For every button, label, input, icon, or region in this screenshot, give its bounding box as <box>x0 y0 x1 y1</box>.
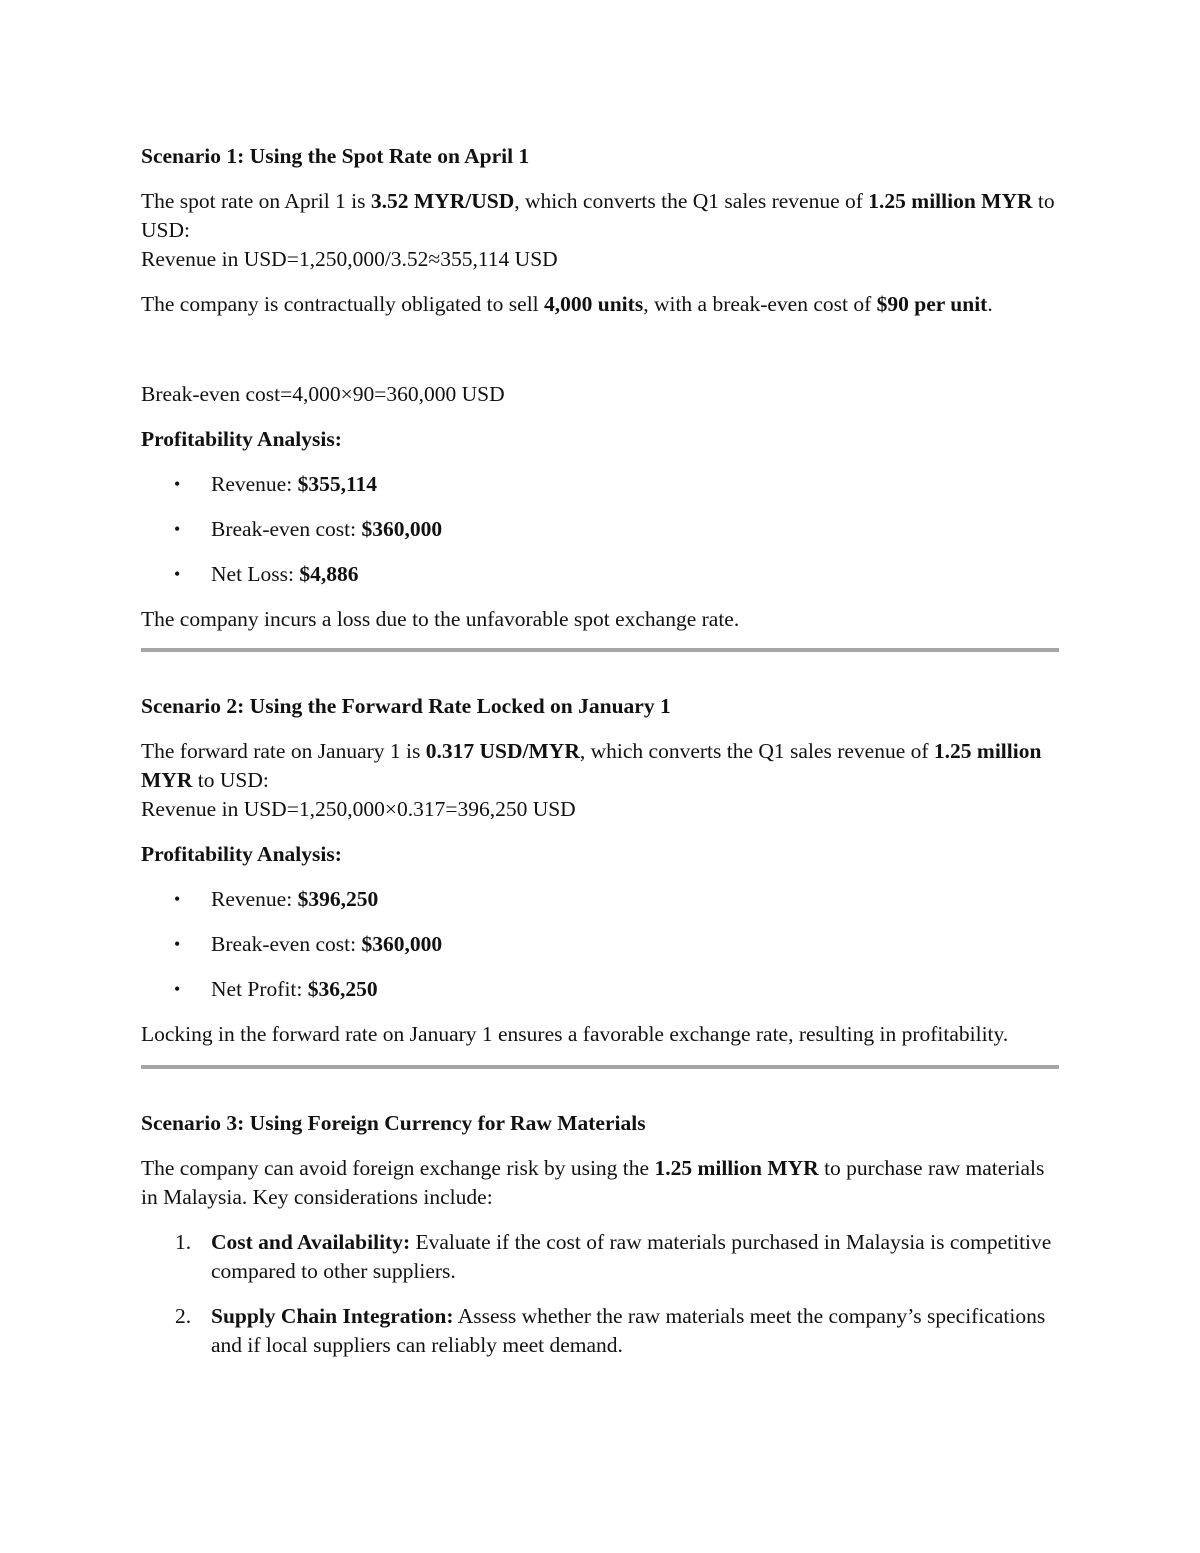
text-run: . <box>987 292 993 316</box>
scenario-2-heading: Scenario 2: Using the Forward Rate Locked on January 1 <box>141 694 671 718</box>
text-run: The company can avoid foreign exchange risk by using the <box>141 1156 655 1180</box>
units-value: 4,000 units <box>544 292 644 316</box>
text-run: , which converts the Q1 sales revenue of <box>514 189 869 213</box>
list-item <box>141 885 1061 914</box>
text-run: The company is contractually obligated to sell <box>141 292 545 316</box>
item-value: $355,114 <box>297 472 378 496</box>
item-title: Cost and Availability: <box>211 1230 411 1254</box>
scenario-3 <box>141 1109 1061 1360</box>
bullet-icon: • <box>174 564 181 584</box>
text-run: The spot rate on April 1 is <box>141 189 371 213</box>
scenario-1-intro <box>141 187 1061 274</box>
list-item <box>141 930 1061 959</box>
analysis-list <box>141 885 1061 1004</box>
bullet-icon: • <box>174 934 181 954</box>
bullet-icon: • <box>174 474 181 494</box>
spot-rate-value: 3.52 MYR/USD <box>370 189 515 213</box>
scenario-3-heading: Scenario 3: Using Foreign Currency for Raw Materials <box>141 1111 646 1135</box>
sales-revenue-value: 1.25 million MYR <box>868 189 1033 213</box>
scenario-2-conclusion: Locking in the forward rate on January 1 ensures a favorable exchange rate, resulting in profitability. <box>141 1022 1009 1046</box>
unit-cost-value: $90 per unit <box>876 292 988 316</box>
scenario-2 <box>141 692 1061 1069</box>
spacer <box>141 335 1061 380</box>
list-item <box>141 1228 1061 1286</box>
text-run: to USD: <box>141 189 1055 242</box>
list-item <box>141 560 1061 589</box>
section-divider <box>141 1065 1059 1069</box>
revenue-formula: Revenue in USD=1,250,000/3.52≈355,114 USD <box>141 247 558 271</box>
text-run: to purchase raw materials in Malaysia. Key considerations include: <box>141 1156 1045 1209</box>
analysis-list <box>141 470 1061 589</box>
sales-revenue-value: 1.25 million MYR <box>141 739 1042 792</box>
analysis-title-text: Profitability Analysis: <box>141 427 342 451</box>
item-label: Revenue: <box>211 887 298 911</box>
item-text: Evaluate if the cost of raw materials purchased in Malaysia is competitive compared to other suppliers. <box>211 1230 1052 1283</box>
list-item <box>141 1302 1061 1360</box>
scenario-2-intro <box>141 737 1061 824</box>
bullet-icon: • <box>174 519 181 539</box>
analysis-title <box>141 840 1061 869</box>
break-even-formula: Break-even cost=4,000×90=360,000 USD <box>141 382 505 406</box>
text-run: , which converts the Q1 sales revenue of <box>579 739 934 763</box>
scenario-1 <box>141 142 1061 652</box>
bullet-icon: • <box>174 979 181 999</box>
item-text: Assess whether the raw materials meet the company’s specifications and if local suppliers can reliably meet demand. <box>211 1304 1046 1357</box>
list-number: 2. <box>175 1304 192 1328</box>
list-item <box>141 515 1061 544</box>
item-value: $4,886 <box>299 562 359 586</box>
item-value: $396,250 <box>297 887 379 911</box>
analysis-title-text: Profitability Analysis: <box>141 842 342 866</box>
forward-rate-value: 0.317 USD/MYR <box>425 739 580 763</box>
item-value: $360,000 <box>361 517 443 541</box>
scenario-1-heading: Scenario 1: Using the Spot Rate on April 1 <box>141 144 530 168</box>
item-label: Net Loss: <box>211 562 300 586</box>
item-label: Break-even cost: <box>211 517 362 541</box>
item-label: Net Profit: <box>211 977 308 1001</box>
text-run: to USD: <box>192 768 269 792</box>
list-item <box>141 470 1061 499</box>
scenario-1-obligation <box>141 290 1061 319</box>
section-divider <box>141 648 1059 652</box>
item-label: Break-even cost: <box>211 932 362 956</box>
item-value: $36,250 <box>307 977 378 1001</box>
revenue-formula: Revenue in USD=1,250,000×0.317=396,250 USD <box>141 797 576 821</box>
item-value: $360,000 <box>361 932 443 956</box>
item-title: Supply Chain Integration: <box>211 1304 454 1328</box>
list-number: 1. <box>175 1230 192 1254</box>
analysis-title <box>141 425 1061 454</box>
list-item <box>141 975 1061 1004</box>
scenario-3-intro <box>141 1154 1061 1212</box>
document-content <box>141 142 1061 1376</box>
sales-revenue-value: 1.25 million MYR <box>654 1156 819 1180</box>
item-label: Revenue: <box>211 472 298 496</box>
scenario-1-conclusion: The company incurs a loss due to the unfavorable spot exchange rate. <box>141 607 740 631</box>
text-run: The forward rate on January 1 is <box>141 739 426 763</box>
bullet-icon: • <box>174 889 181 909</box>
text-run: , with a break-even cost of <box>643 292 877 316</box>
considerations-list <box>141 1228 1061 1360</box>
